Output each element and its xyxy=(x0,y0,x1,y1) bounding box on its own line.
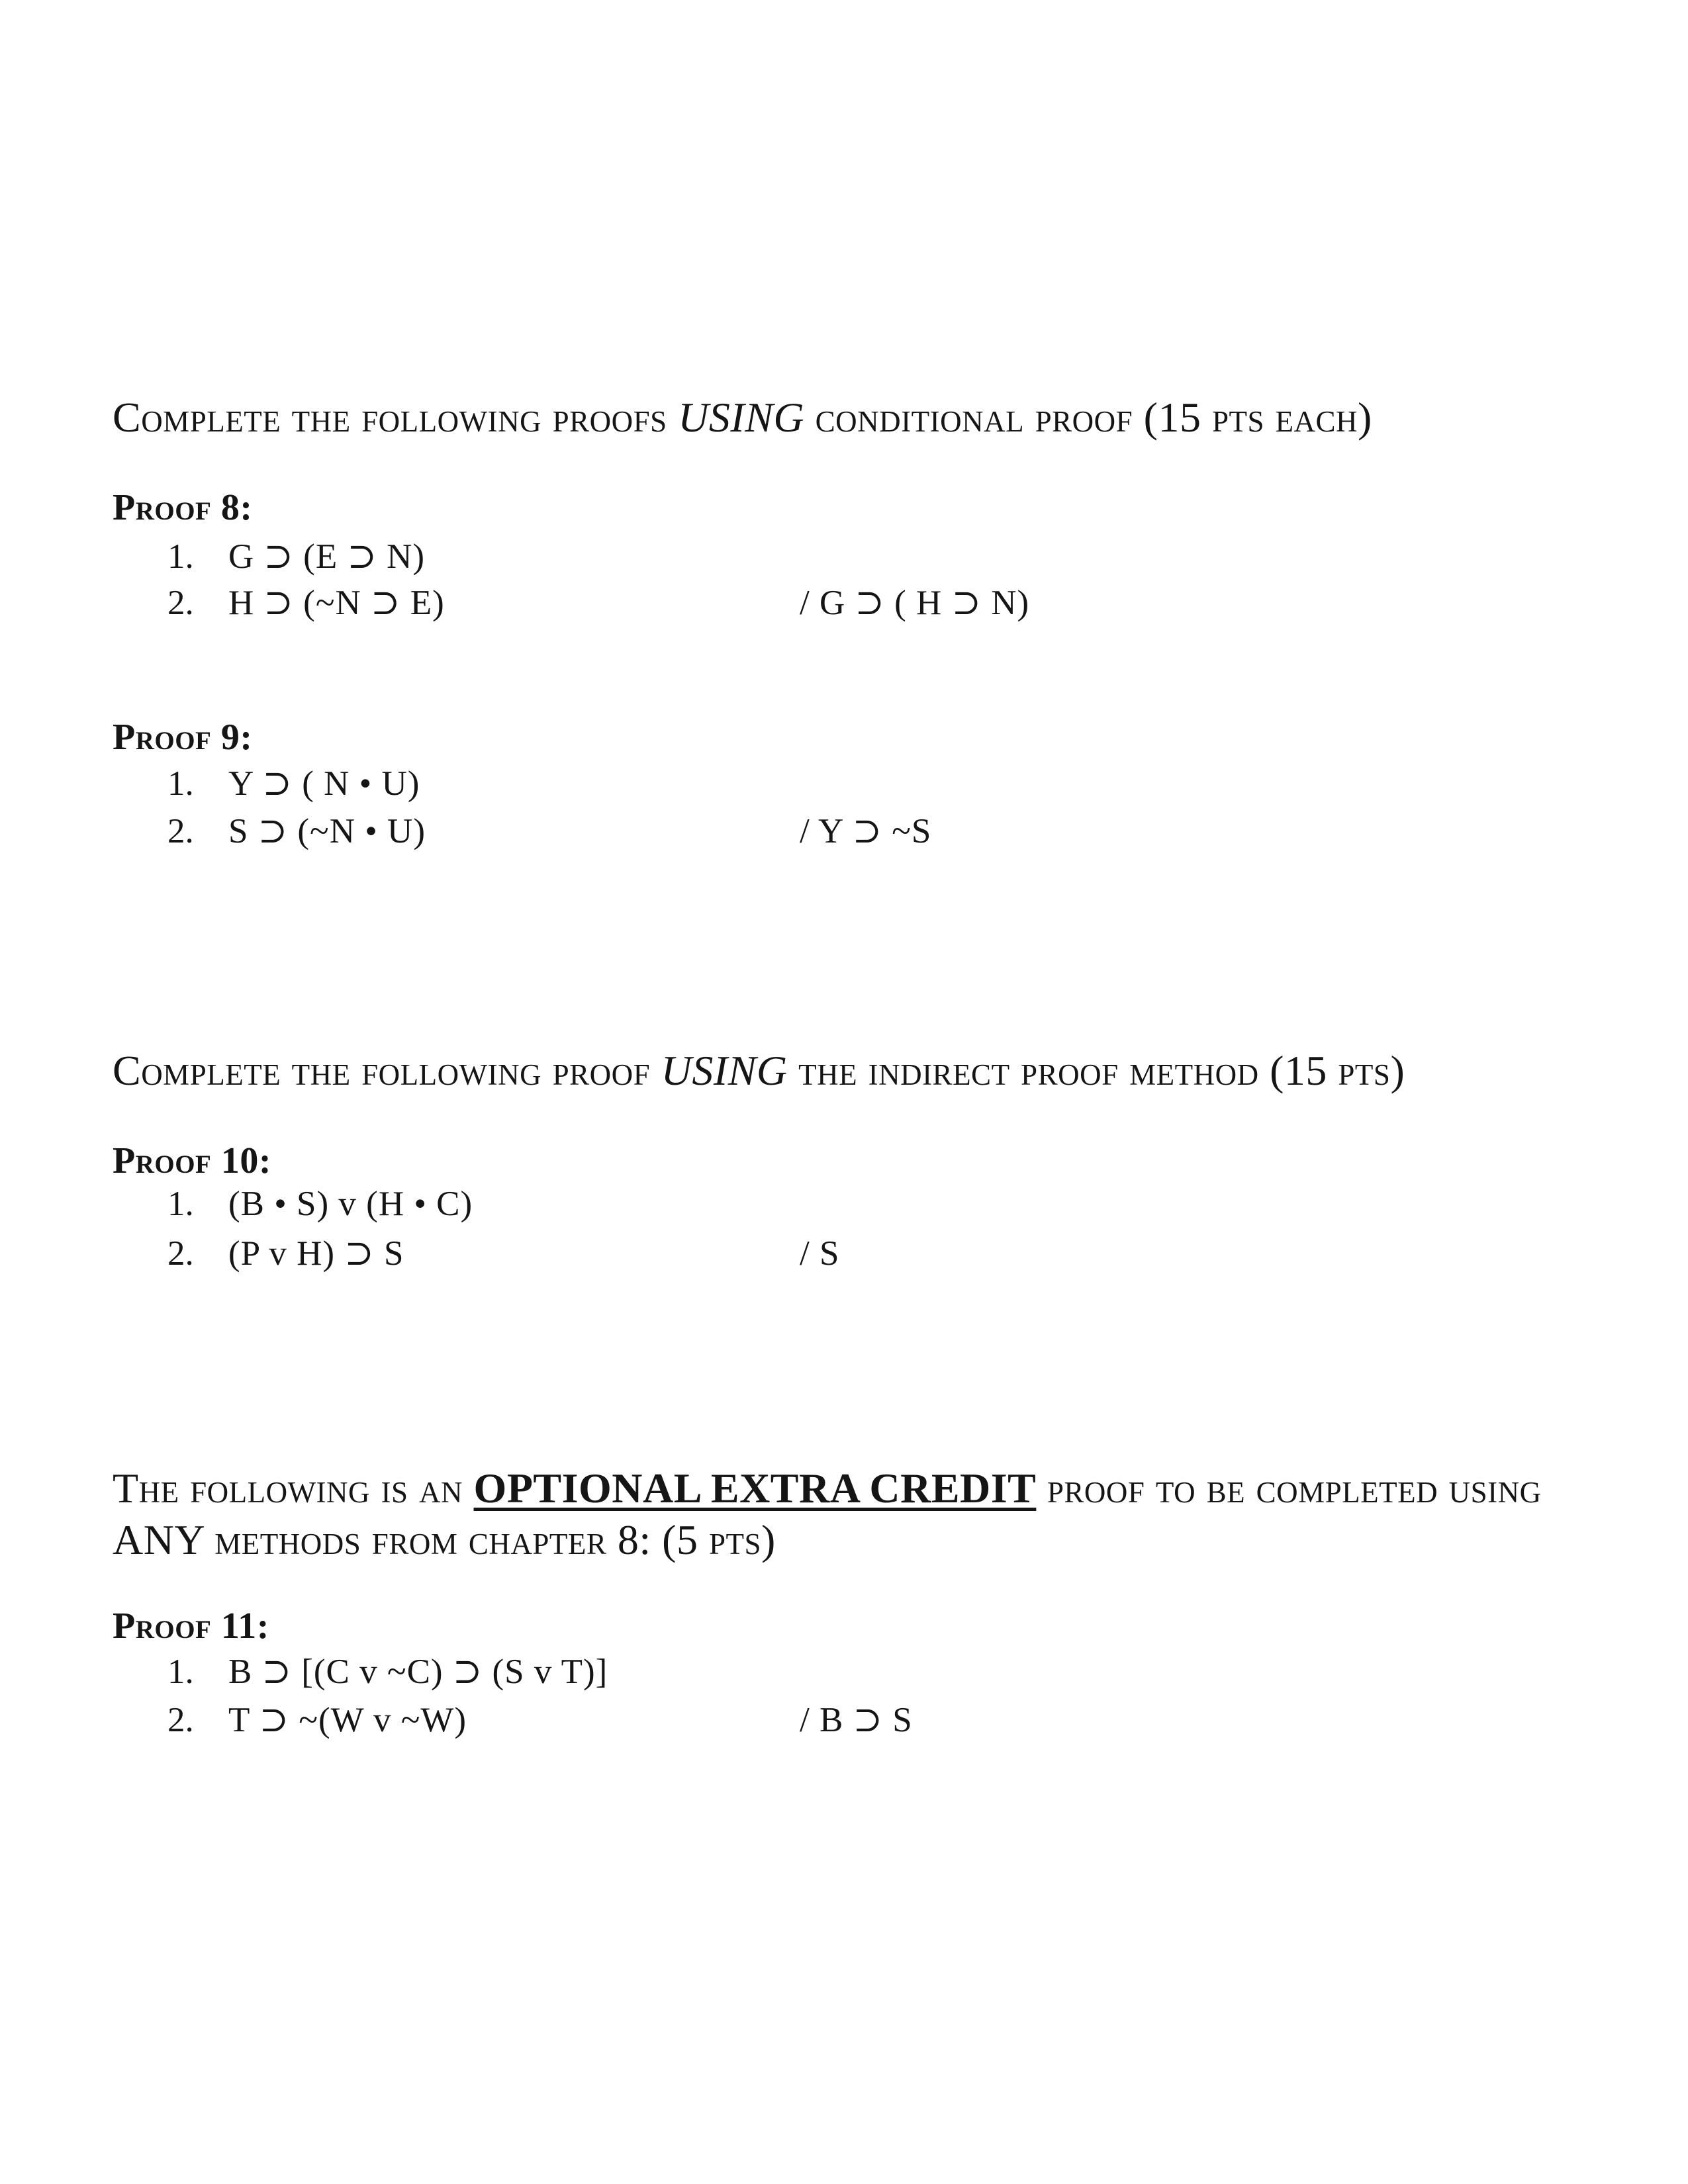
heading-strong-extra-credit: OPTIONAL EXTRA CREDIT xyxy=(473,1465,1037,1512)
proof-8-line-2 xyxy=(0,583,1688,625)
heading-text: Complete the following proof xyxy=(113,1047,661,1094)
proof-9-label: Proof 9: xyxy=(113,717,253,758)
heading-text: the indirect proof method (15 pts) xyxy=(787,1047,1405,1094)
premise-formula: S ⊃ (~N • U) xyxy=(228,812,426,850)
line-number: 1. xyxy=(167,1185,194,1223)
premise-formula: H ⊃ (~N ⊃ E) xyxy=(228,584,445,622)
heading-text: The following is an xyxy=(113,1465,474,1512)
proof-8-line-1 xyxy=(0,537,1688,579)
section-heading-extra-credit xyxy=(113,1463,1628,1566)
proof-11-label: Proof 11: xyxy=(113,1606,269,1647)
premise-formula: T ⊃ ~(W v ~W) xyxy=(228,1701,467,1739)
conclusion-formula: / Y ⊃ ~S xyxy=(800,812,932,850)
proof-8-label: Proof 8: xyxy=(113,487,253,528)
line-number: 1. xyxy=(167,764,194,803)
line-number: 1. xyxy=(167,1653,194,1691)
line-number: 1. xyxy=(167,537,194,576)
premise-formula: (P v H) ⊃ S xyxy=(228,1234,404,1273)
heading-line-2: ANY methods from chapter 8: (5 pts) xyxy=(113,1516,776,1563)
proof-10-line-1 xyxy=(0,1184,1688,1226)
heading-text: Complete the following proofs xyxy=(113,394,679,441)
proof-9-line-1 xyxy=(0,764,1688,806)
proof-11-line-1 xyxy=(0,1652,1688,1694)
conclusion-formula: / S xyxy=(800,1234,840,1273)
line-number: 2. xyxy=(167,1701,194,1739)
line-number: 2. xyxy=(167,1234,194,1273)
section-heading-indirect-proof xyxy=(113,1045,1628,1097)
proof-10-line-2 xyxy=(0,1234,1688,1276)
proof-10-label: Proof 10: xyxy=(113,1140,272,1181)
line-number: 2. xyxy=(167,812,194,850)
heading-emphasis-using: USING xyxy=(661,1047,788,1094)
heading-text: conditional proof (15 pts each) xyxy=(804,394,1372,441)
proof-11-line-2 xyxy=(0,1700,1688,1743)
heading-line-1 xyxy=(113,1463,1628,1514)
premise-formula: (B • S) v (H • C) xyxy=(228,1185,473,1223)
premise-formula: G ⊃ (E ⊃ N) xyxy=(228,537,426,576)
conclusion-formula: / G ⊃ ( H ⊃ N) xyxy=(800,584,1030,622)
conclusion-formula: / B ⊃ S xyxy=(800,1701,913,1739)
section-heading-conditional-proof xyxy=(113,392,1628,443)
premise-formula: Y ⊃ ( N • U) xyxy=(228,764,420,803)
premise-formula: B ⊃ [(C v ~C) ⊃ (S v T)] xyxy=(228,1653,608,1691)
proof-9-line-2 xyxy=(0,811,1688,854)
heading-emphasis-using: USING xyxy=(678,394,805,441)
heading-text: proof to be completed using xyxy=(1036,1465,1542,1512)
line-number: 2. xyxy=(167,584,194,622)
